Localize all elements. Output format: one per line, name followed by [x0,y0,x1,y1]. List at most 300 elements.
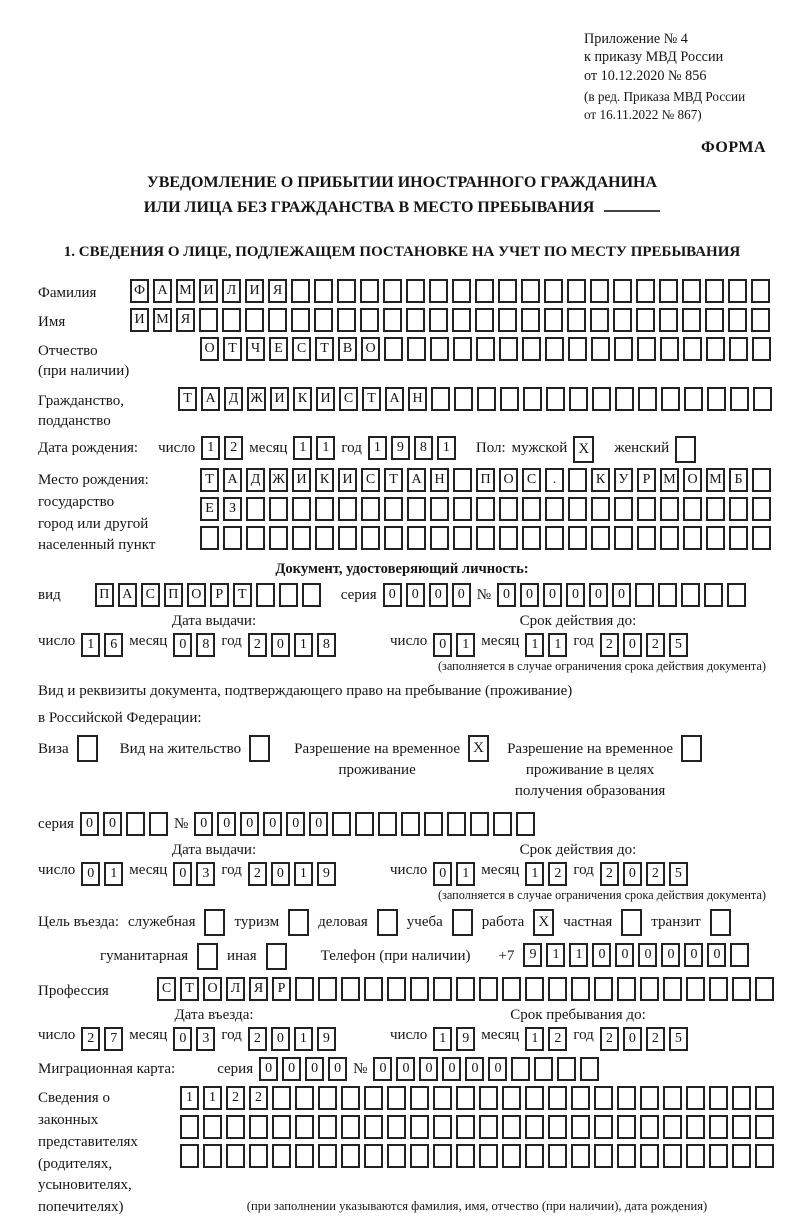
char-cell[interactable] [728,308,747,332]
char-cell[interactable] [447,812,466,836]
char-cell[interactable] [203,1115,222,1139]
char-cell[interactable]: А [385,387,404,411]
char-cell[interactable] [318,1115,337,1139]
char-cell[interactable] [594,977,613,1001]
char-cell[interactable]: Ж [269,468,288,492]
char-cell[interactable]: 1 [201,436,220,460]
char-cell[interactable] [709,977,728,1001]
char-cell[interactable]: Т [384,468,403,492]
temp-residence-edu-checkbox[interactable] [681,735,702,762]
char-cell[interactable] [430,526,449,550]
char-cell[interactable] [571,1144,590,1168]
char-cell[interactable]: 0 [173,633,192,657]
char-cell[interactable] [659,279,678,303]
char-cell[interactable]: О [499,468,518,492]
char-cell[interactable] [594,1086,613,1110]
char-cell[interactable] [246,526,265,550]
purpose-humanitarian-checkbox[interactable] [197,943,218,970]
char-cell[interactable] [499,526,518,550]
char-cell[interactable] [337,279,356,303]
char-cell[interactable] [360,308,379,332]
char-cell[interactable]: 0 [217,812,236,836]
char-cell[interactable] [613,279,632,303]
char-cell[interactable]: 0 [282,1057,301,1081]
char-cell[interactable] [502,1144,521,1168]
char-cell[interactable] [663,1144,682,1168]
char-cell[interactable]: 0 [638,943,657,967]
char-cell[interactable]: Т [233,583,252,607]
visa-checkbox[interactable] [77,735,98,762]
char-cell[interactable] [682,308,701,332]
char-cell[interactable] [387,1115,406,1139]
char-cell[interactable] [272,1144,291,1168]
char-cell[interactable]: И [245,279,264,303]
char-cell[interactable]: 0 [566,583,585,607]
char-cell[interactable] [686,1086,705,1110]
char-cell[interactable] [755,1144,774,1168]
char-cell[interactable] [292,526,311,550]
char-cell[interactable] [456,1115,475,1139]
char-cell[interactable]: К [293,387,312,411]
purpose-transit-checkbox[interactable] [710,909,731,936]
char-cell[interactable]: 0 [263,812,282,836]
char-cell[interactable] [705,308,724,332]
char-cell[interactable] [637,526,656,550]
char-cell[interactable] [361,526,380,550]
char-cell[interactable]: Б [729,468,748,492]
char-cell[interactable] [384,497,403,521]
char-cell[interactable] [302,583,321,607]
char-cell[interactable] [753,387,772,411]
char-cell[interactable] [594,1144,613,1168]
char-cell[interactable]: У [614,468,633,492]
char-cell[interactable] [429,308,448,332]
char-cell[interactable]: И [130,308,149,332]
char-cell[interactable] [470,812,489,836]
char-cell[interactable] [525,1086,544,1110]
char-cell[interactable] [364,1086,383,1110]
char-cell[interactable]: 1 [294,1027,313,1051]
char-cell[interactable] [479,1086,498,1110]
char-cell[interactable]: 1 [433,1027,452,1051]
char-cell[interactable]: 1 [294,633,313,657]
purpose-work-checkbox[interactable]: X [533,909,554,936]
char-cell[interactable]: 1 [81,633,100,657]
char-cell[interactable] [525,1144,544,1168]
char-cell[interactable] [498,279,517,303]
char-cell[interactable] [272,1086,291,1110]
char-cell[interactable]: 5 [669,1027,688,1051]
char-cell[interactable] [410,1144,429,1168]
char-cell[interactable]: Т [315,337,334,361]
char-cell[interactable] [732,1115,751,1139]
residence-permit-checkbox[interactable] [249,735,270,762]
char-cell[interactable] [452,279,471,303]
char-cell[interactable] [522,526,541,550]
char-cell[interactable]: 1 [525,862,544,886]
char-cell[interactable] [410,1115,429,1139]
char-cell[interactable] [479,1144,498,1168]
char-cell[interactable]: 0 [309,812,328,836]
char-cell[interactable] [615,387,634,411]
char-cell[interactable]: Т [223,337,242,361]
char-cell[interactable] [545,526,564,550]
char-cell[interactable] [709,1086,728,1110]
char-cell[interactable] [751,308,770,332]
char-cell[interactable] [709,1144,728,1168]
char-cell[interactable] [338,497,357,521]
char-cell[interactable]: 1 [203,1086,222,1110]
char-cell[interactable] [479,977,498,1001]
char-cell[interactable] [704,583,723,607]
char-cell[interactable] [410,977,429,1001]
char-cell[interactable] [499,337,518,361]
char-cell[interactable] [502,1115,521,1139]
char-cell[interactable]: О [361,337,380,361]
char-cell[interactable] [364,977,383,1001]
char-cell[interactable]: 0 [615,943,634,967]
char-cell[interactable]: 0 [103,812,122,836]
char-cell[interactable] [295,1144,314,1168]
char-cell[interactable] [249,1144,268,1168]
char-cell[interactable] [456,1144,475,1168]
char-cell[interactable]: 0 [433,633,452,657]
char-cell[interactable]: . [545,468,564,492]
char-cell[interactable]: 0 [173,1027,192,1051]
char-cell[interactable] [475,279,494,303]
char-cell[interactable] [686,1115,705,1139]
char-cell[interactable]: Р [210,583,229,607]
char-cell[interactable] [590,308,609,332]
char-cell[interactable]: 0 [259,1057,278,1081]
char-cell[interactable]: 0 [612,583,631,607]
char-cell[interactable] [571,1115,590,1139]
char-cell[interactable] [534,1057,553,1081]
char-cell[interactable] [617,1144,636,1168]
char-cell[interactable] [548,1086,567,1110]
char-cell[interactable]: 1 [180,1086,199,1110]
char-cell[interactable] [200,526,219,550]
char-cell[interactable] [727,583,746,607]
char-cell[interactable] [476,526,495,550]
char-cell[interactable] [682,279,701,303]
char-cell[interactable]: Т [178,387,197,411]
char-cell[interactable] [318,1144,337,1168]
char-cell[interactable] [454,387,473,411]
char-cell[interactable] [660,337,679,361]
char-cell[interactable] [511,1057,530,1081]
char-cell[interactable] [502,977,521,1001]
char-cell[interactable]: 0 [661,943,680,967]
char-cell[interactable]: 2 [248,633,267,657]
char-cell[interactable]: 9 [523,943,542,967]
char-cell[interactable] [568,468,587,492]
char-cell[interactable] [456,977,475,1001]
char-cell[interactable] [557,1057,576,1081]
char-cell[interactable]: 0 [433,862,452,886]
char-cell[interactable] [728,279,747,303]
char-cell[interactable]: С [292,337,311,361]
char-cell[interactable] [706,337,725,361]
char-cell[interactable]: П [164,583,183,607]
char-cell[interactable]: М [153,308,172,332]
char-cell[interactable] [341,1115,360,1139]
char-cell[interactable] [707,387,726,411]
char-cell[interactable]: 2 [248,862,267,886]
char-cell[interactable]: 9 [317,862,336,886]
char-cell[interactable] [590,279,609,303]
char-cell[interactable] [730,387,749,411]
char-cell[interactable] [568,497,587,521]
char-cell[interactable]: М [176,279,195,303]
char-cell[interactable] [613,308,632,332]
char-cell[interactable] [453,337,472,361]
char-cell[interactable]: 1 [294,862,313,886]
char-cell[interactable] [383,308,402,332]
char-cell[interactable]: Т [362,387,381,411]
char-cell[interactable]: 9 [317,1027,336,1051]
char-cell[interactable] [383,279,402,303]
char-cell[interactable] [149,812,168,836]
char-cell[interactable]: 0 [328,1057,347,1081]
char-cell[interactable] [658,583,677,607]
char-cell[interactable] [751,279,770,303]
char-cell[interactable]: 1 [368,436,387,460]
char-cell[interactable]: 6 [104,633,123,657]
char-cell[interactable] [567,279,586,303]
char-cell[interactable]: А [118,583,137,607]
char-cell[interactable]: Р [637,468,656,492]
char-cell[interactable] [384,526,403,550]
char-cell[interactable]: Я [249,977,268,1001]
char-cell[interactable]: 8 [414,436,433,460]
char-cell[interactable] [269,497,288,521]
char-cell[interactable]: 0 [271,633,290,657]
char-cell[interactable]: 2 [226,1086,245,1110]
char-cell[interactable] [256,583,275,607]
char-cell[interactable]: С [361,468,380,492]
char-cell[interactable]: 0 [592,943,611,967]
char-cell[interactable] [295,977,314,1001]
char-cell[interactable] [592,387,611,411]
char-cell[interactable] [410,1086,429,1110]
char-cell[interactable]: Ч [246,337,265,361]
char-cell[interactable]: М [706,468,725,492]
char-cell[interactable] [684,387,703,411]
char-cell[interactable]: 2 [249,1086,268,1110]
char-cell[interactable]: И [199,279,218,303]
char-cell[interactable]: 1 [525,633,544,657]
char-cell[interactable]: 0 [707,943,726,967]
char-cell[interactable] [364,1115,383,1139]
char-cell[interactable]: 0 [81,862,100,886]
char-cell[interactable] [479,1115,498,1139]
char-cell[interactable] [523,387,542,411]
char-cell[interactable]: А [153,279,172,303]
char-cell[interactable] [635,583,654,607]
char-cell[interactable] [638,387,657,411]
char-cell[interactable] [521,308,540,332]
char-cell[interactable] [477,387,496,411]
char-cell[interactable] [752,337,771,361]
char-cell[interactable] [525,977,544,1001]
char-cell[interactable]: К [315,468,334,492]
char-cell[interactable]: 0 [173,862,192,886]
char-cell[interactable] [406,279,425,303]
char-cell[interactable] [663,977,682,1001]
char-cell[interactable]: 1 [316,436,335,460]
char-cell[interactable]: Я [268,279,287,303]
char-cell[interactable] [640,1144,659,1168]
char-cell[interactable] [659,308,678,332]
char-cell[interactable]: 0 [520,583,539,607]
char-cell[interactable] [314,308,333,332]
char-cell[interactable]: 0 [80,812,99,836]
char-cell[interactable] [571,977,590,1001]
char-cell[interactable] [226,1115,245,1139]
char-cell[interactable]: А [407,468,426,492]
char-cell[interactable] [407,526,426,550]
char-cell[interactable] [476,497,495,521]
char-cell[interactable] [199,308,218,332]
char-cell[interactable] [429,279,448,303]
char-cell[interactable] [568,337,587,361]
sex-female-checkbox[interactable] [675,436,696,463]
char-cell[interactable] [500,387,519,411]
char-cell[interactable]: С [157,977,176,1001]
char-cell[interactable] [663,1115,682,1139]
char-cell[interactable]: Ф [130,279,149,303]
char-cell[interactable] [617,1115,636,1139]
char-cell[interactable]: 0 [271,1027,290,1051]
purpose-other-checkbox[interactable] [266,943,287,970]
char-cell[interactable]: Т [200,468,219,492]
char-cell[interactable] [732,977,751,1001]
char-cell[interactable] [272,1115,291,1139]
char-cell[interactable] [729,497,748,521]
char-cell[interactable]: 1 [104,862,123,886]
char-cell[interactable] [580,1057,599,1081]
char-cell[interactable]: 0 [543,583,562,607]
char-cell[interactable] [295,1115,314,1139]
char-cell[interactable] [291,279,310,303]
char-cell[interactable] [341,1086,360,1110]
char-cell[interactable]: 1 [456,633,475,657]
char-cell[interactable] [755,1086,774,1110]
char-cell[interactable]: П [95,583,114,607]
purpose-business-checkbox[interactable] [204,909,225,936]
char-cell[interactable] [406,308,425,332]
char-cell[interactable] [571,1086,590,1110]
char-cell[interactable] [636,279,655,303]
char-cell[interactable] [732,1144,751,1168]
char-cell[interactable] [226,1144,245,1168]
char-cell[interactable]: И [292,468,311,492]
char-cell[interactable] [636,308,655,332]
char-cell[interactable] [525,1115,544,1139]
char-cell[interactable]: Р [272,977,291,1001]
char-cell[interactable] [318,977,337,1001]
char-cell[interactable]: И [270,387,289,411]
char-cell[interactable]: 0 [373,1057,392,1081]
char-cell[interactable]: Л [222,279,241,303]
sex-male-checkbox[interactable]: X [573,436,594,463]
char-cell[interactable] [502,1086,521,1110]
char-cell[interactable]: 0 [429,583,448,607]
char-cell[interactable]: 1 [569,943,588,967]
char-cell[interactable] [341,977,360,1001]
char-cell[interactable]: О [187,583,206,607]
char-cell[interactable] [752,526,771,550]
char-cell[interactable] [729,337,748,361]
char-cell[interactable] [709,1115,728,1139]
char-cell[interactable]: 8 [196,633,215,657]
char-cell[interactable] [180,1144,199,1168]
char-cell[interactable]: П [476,468,495,492]
char-cell[interactable] [222,308,241,332]
char-cell[interactable]: 0 [684,943,703,967]
purpose-private-checkbox[interactable] [621,909,642,936]
char-cell[interactable]: Ж [247,387,266,411]
purpose-tourism-checkbox[interactable] [288,909,309,936]
char-cell[interactable]: 3 [196,1027,215,1051]
char-cell[interactable]: 0 [271,862,290,886]
char-cell[interactable]: 2 [646,862,665,886]
char-cell[interactable] [246,497,265,521]
char-cell[interactable] [637,497,656,521]
char-cell[interactable] [401,812,420,836]
char-cell[interactable]: С [141,583,160,607]
char-cell[interactable] [269,526,288,550]
char-cell[interactable]: 0 [383,583,402,607]
char-cell[interactable]: 0 [286,812,305,836]
char-cell[interactable] [433,1144,452,1168]
purpose-commercial-checkbox[interactable] [377,909,398,936]
char-cell[interactable] [661,387,680,411]
char-cell[interactable]: 2 [646,633,665,657]
char-cell[interactable] [729,526,748,550]
char-cell[interactable]: 2 [548,1027,567,1051]
char-cell[interactable] [686,1144,705,1168]
char-cell[interactable] [640,1115,659,1139]
char-cell[interactable] [752,497,771,521]
char-cell[interactable] [591,337,610,361]
temp-residence-checkbox[interactable]: X [468,735,489,762]
char-cell[interactable] [268,308,287,332]
char-cell[interactable]: 1 [456,862,475,886]
char-cell[interactable]: 2 [600,862,619,886]
char-cell[interactable] [544,308,563,332]
char-cell[interactable] [544,279,563,303]
char-cell[interactable]: 7 [104,1027,123,1051]
char-cell[interactable] [384,337,403,361]
char-cell[interactable] [591,526,610,550]
char-cell[interactable]: 2 [81,1027,100,1051]
char-cell[interactable]: 0 [406,583,425,607]
char-cell[interactable] [567,308,586,332]
char-cell[interactable] [545,497,564,521]
char-cell[interactable] [706,497,725,521]
char-cell[interactable]: К [591,468,610,492]
char-cell[interactable]: 9 [391,436,410,460]
char-cell[interactable] [617,977,636,1001]
char-cell[interactable] [456,1086,475,1110]
char-cell[interactable] [522,337,541,361]
char-cell[interactable] [364,1144,383,1168]
char-cell[interactable]: 9 [456,1027,475,1051]
char-cell[interactable]: 0 [452,583,471,607]
char-cell[interactable] [245,308,264,332]
